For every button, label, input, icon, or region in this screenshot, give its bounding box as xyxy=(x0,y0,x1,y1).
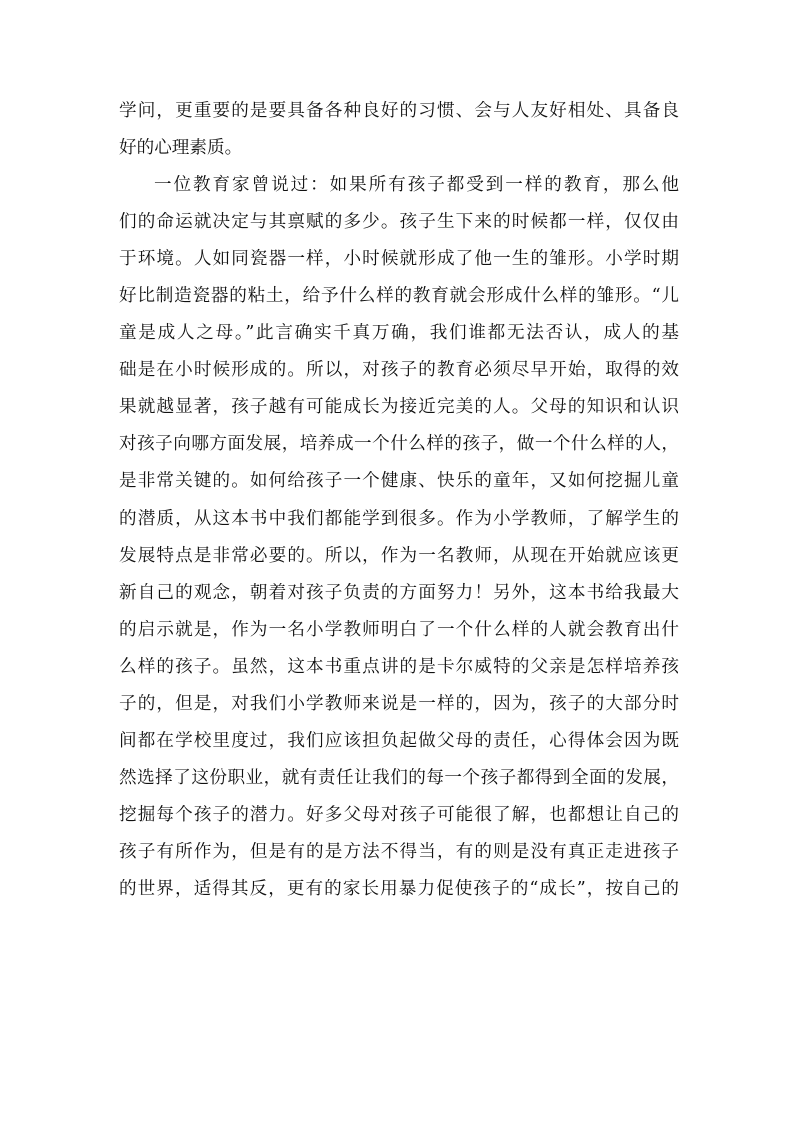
text-line-7: 童是成人之母。”此言确实千真万确，我们谁都无法否认，成人的基 xyxy=(119,323,679,344)
text-line-10: 对孩子向哪方面发展，培养成一个什么样的孩子，做一个什么样的人， xyxy=(119,434,679,455)
text-line-4: 们的命运就决定与其禀赋的多少。孩子生下来的时候都一样，仅仅由 xyxy=(119,212,679,233)
text-line-13: 发展特点是非常必要的。所以，作为一名教师，从现在开始就应该更 xyxy=(119,545,679,566)
text-line-12: 的潜质，从这本书中我们都能学到很多。作为小学教师，了解学生的 xyxy=(119,508,679,529)
text-line-22: 的世界，适得其反，更有的家长用暴力促使孩子的“成长”，按自己的 xyxy=(119,878,679,899)
body-text xyxy=(119,93,679,908)
text-line-21: 孩子有所作为，但是有的是方法不得当，有的则是没有真正走进孩子 xyxy=(119,841,679,862)
text-line-19: 然选择了这份职业，就有责任让我们的每一个孩子都得到全面的发展， xyxy=(119,767,679,788)
text-line-2: 好的心理素质。 xyxy=(119,138,243,159)
text-line-3: 一位教育家曾说过：如果所有孩子都受到一样的教育，那么他 xyxy=(154,175,679,196)
text-line-17: 子的，但是，对我们小学教师来说是一样的，因为，孩子的大部分时 xyxy=(119,693,679,714)
text-line-20: 挖掘每个孩子的潜力。好多父母对孩子可能很了解，也都想让自己的 xyxy=(119,804,679,825)
text-line-1: 学问，更重要的是要具备各种良好的习惯、会与人友好相处、具备良 xyxy=(119,101,679,121)
text-line-18: 间都在学校里度过，我们应该担负起做父母的责任，心得体会因为既 xyxy=(119,730,679,751)
text-line-5: 于环境。人如同瓷器一样，小时候就形成了他一生的雏形。小学时期 xyxy=(119,249,679,270)
text-line-11: 是非常关键的。如何给孩子一个健康、快乐的童年，又如何挖掘儿童 xyxy=(119,471,679,492)
text-line-8: 础是在小时候形成的。所以，对孩子的教育必须尽早开始，取得的效 xyxy=(119,360,679,381)
text-line-6: 好比制造瓷器的粘土，给予什么样的教育就会形成什么样的雏形。“儿 xyxy=(119,286,679,307)
text-line-15: 的启示就是，作为一名小学教师明白了一个什么样的人就会教育出什 xyxy=(119,619,679,640)
text-line-9: 果就越显著，孩子越有可能成长为接近完美的人。父母的知识和认识 xyxy=(119,397,679,418)
text-line-16: 么样的孩子。虽然，这本书重点讲的是卡尔威特的父亲是怎样培养孩 xyxy=(119,656,679,677)
text-line-14: 新自己的观念，朝着对孩子负责的方面努力！另外，这本书给我最大 xyxy=(119,582,679,603)
